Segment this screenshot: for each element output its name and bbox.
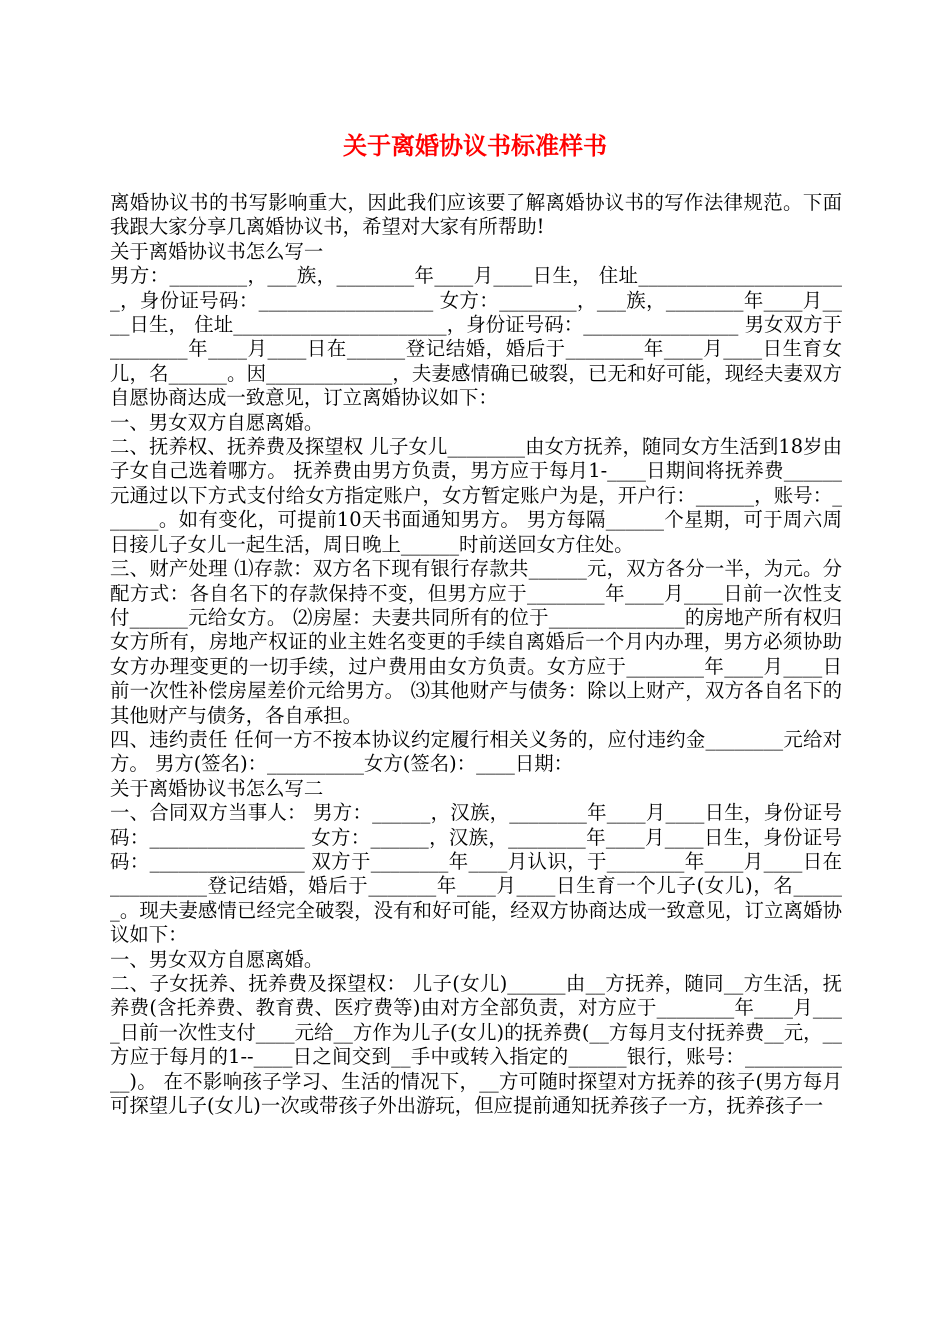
paragraph-parties-two: 一、合同双方当事人： 男方：______，汉族，________年____月____日生，身份证号码：________________ 女方：______，汉族，________年____月____日生，身份证号码：________________ 双方于________年____月认识，于________年____月____日在__________登记结婚，婚后于_______年____月____日生育一个儿子(女儿)，名______。现夫妻感情已经完全破裂，没有和好可能，经双方协商达成一致意见，订立离婚协议如下： — [110, 801, 842, 947]
clause-divorce-two: 一、男女双方自愿离婚。 — [110, 947, 324, 971]
document-body — [110, 191, 842, 1118]
clause-custody-two: 二、子女抚养、抚养费及探望权： 儿子(女儿)______由__方抚养，随同__方生活，抚养费(含托养费、教育费、医疗费等)由对方全部负责，对方应于________年____月____日前一次性支付____元给__方作为儿子(女儿)的抚养费(__方每月支付抚养费__元，__方应于每月的1--____日之间交到__手中或转入指定的______银行，账号：____________)。 在不影响孩子学习、生活的情况下，__方可随时探望对方抚养的孩子(男方每月可探望儿子(女儿)一次或带孩子外出游玩，但应提前通知抚养孩子一方，抚养孩子一 — [110, 972, 842, 1118]
paragraph-parties-one: 男方：________，___族，________年____月____日生， 住址______________________，身份证号码：__________________ 女方：________，___族，________年____月____日生， 住址______________________，身份证号码：________________ 男女双方于________年____月____日在______登记结婚，婚后于________年____月____日生育女儿，名______。因_____________，夫妻感情确已破裂，已无和好可能，现经夫妻双方自愿协商达成一致意见，订立离婚协议如下： — [110, 264, 842, 410]
clause-property-one: 三、财产处理 ⑴存款：双方名下现有银行存款共______元，双方各分一半，为元。分配方式：各自名下的存款保持不变，但男方应于________年____月____日前一次性支付______元给女方。 ⑵房屋：夫妻共同所有的位于______________的房地产所有权归女方所有，房地产权证的业主姓名变更的手续自离婚后一个月内办理，男方必须协助女方办理变更的一切手续，过户费用由女方负责。女方应于________年____月____日前一次性补偿房屋差价元给男方。 ⑶其他财产与债务：除以上财产，双方各自名下的其他财产与债务，各自承担。 — [110, 557, 842, 727]
clause-divorce-one: 一、男女双方自愿离婚。 — [110, 410, 324, 434]
section-heading-two: 关于离婚协议书怎么写二 — [110, 776, 324, 800]
paragraph-intro: 离婚协议书的书写影响重大，因此我们应该要了解离婚协议书的写作法律规范。下面我跟大家分享几离婚协议书，希望对大家有所帮助! — [110, 191, 842, 239]
clause-liability-one: 四、违约责任 任何一方不按本协议约定履行相关义务的，应付违约金________元给对方。 男方(签名)：__________女方(签名)：____日期： — [110, 727, 842, 776]
clause-custody-one: 二、抚养权、抚养费及探望权 儿子女儿________由女方抚养，随同女方生活到18岁由子女自己选着哪方。 抚养费由男方负责，男方应于每月1-____日期间将抚养费______元通过以下方式支付给女方指定账户，女方暂定账户为是，开户行：______，账号：______。如有变化，可提前10天书面通知男方。 男方每隔______个星期，可于周六周日接儿子女儿一起生活，周日晚上______时前送回女方住处。 — [110, 435, 842, 556]
section-heading-one: 关于离婚协议书怎么写一 — [110, 239, 324, 263]
document-title: 关于离婚协议书标准样书 — [343, 132, 607, 160]
